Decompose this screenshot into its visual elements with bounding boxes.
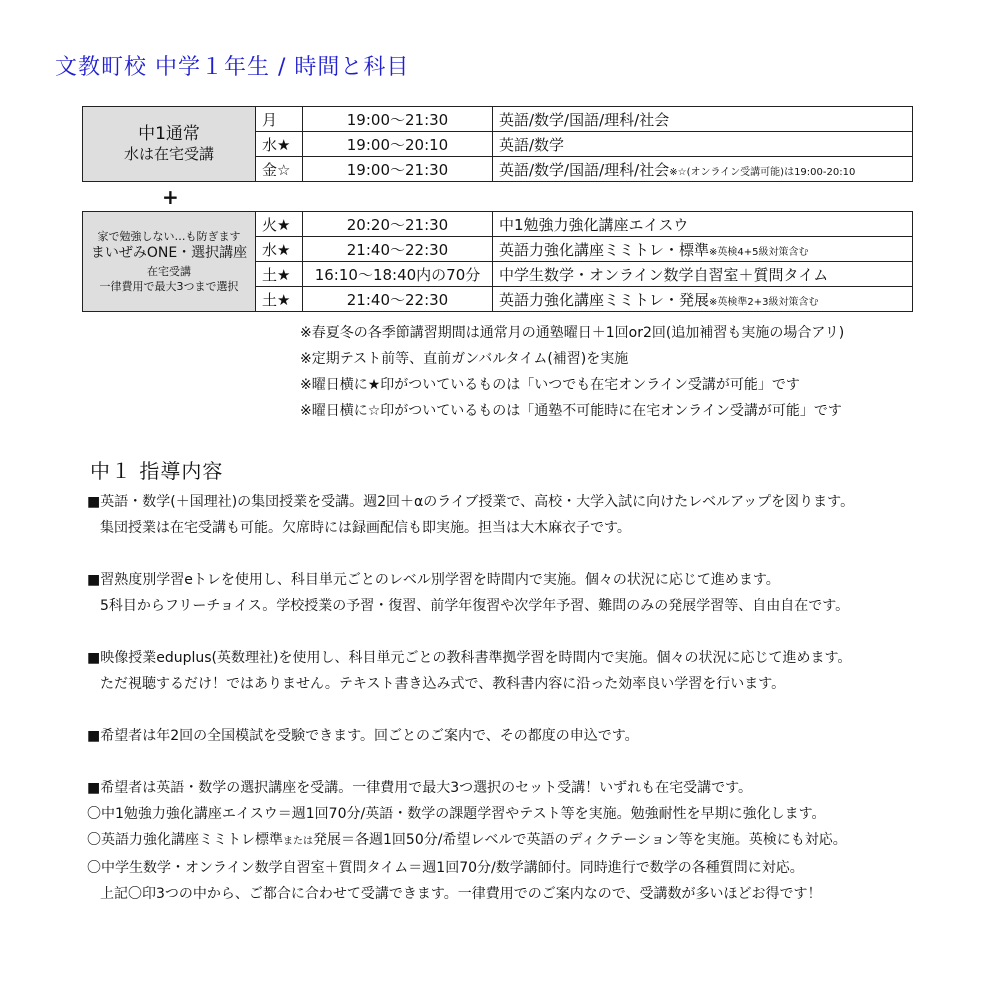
time-cell: 21:40〜22:30 [303, 287, 493, 312]
table-row [83, 212, 913, 237]
subject-text: 英語/数学/国語/理科/社会 [499, 160, 670, 179]
day-cell: 月 [256, 107, 303, 132]
subject-text: 英語/数学 [499, 135, 565, 154]
time-cell: 19:00〜21:30 [303, 157, 493, 182]
subject-cell [493, 237, 913, 262]
subject-cell [493, 287, 913, 312]
time-cell: 16:10〜18:40内の70分 [303, 262, 493, 287]
time-cell: 19:00〜21:30 [303, 107, 493, 132]
paragraph-line: 5科目からフリーチョイス。学校授業の予習・復習、前学年復習や次学年予習、難問のみの発展学習等、自由自在です。 [100, 598, 850, 614]
subject-cell [493, 157, 913, 182]
subject-text: 英語/数学/国語/理科/社会 [499, 110, 670, 129]
paragraph-line: ■映像授業eduplus(英数理社)を使用し、科目単元ごとの教科書準拠学習を時間内で実施。個々の状況に応じて進めます。 [87, 650, 852, 666]
subject-note: ※英検4+5級対策含む [709, 246, 809, 258]
note-line: ※定期テスト前等、直前ガンバルタイム(補習)を実施 [300, 351, 629, 367]
paragraph-line: ■習熟度別学習eトレを使用し、科目単元ごとのレベル別学習を時間内で実施。個々の状況に応じて進めます。 [87, 572, 780, 588]
paragraph-line: ■希望者は年2回の全国模試を受験できます。回ごとのご案内で、その都度の申込です。 [87, 728, 639, 744]
paragraph-line: ■希望者は英語・数学の選択講座を受講。一律費用で最大3つ選択のセット受講！いずれも在宅受講です。 [87, 780, 753, 796]
elective-label [83, 212, 256, 312]
course-name: 中1通常 [138, 124, 200, 144]
guidance-content [87, 489, 854, 907]
elective-tagline: 家で勉強しない…も防ぎます [97, 229, 241, 243]
schedule-notes [300, 320, 844, 424]
paragraph-line: ただ視聴するだけ！ではありません。テキスト書き込み式で、教科書内容に沿った効率良い学習を行います。 [100, 676, 786, 692]
paragraph-line: ■英語・数学(＋国理社)の集団授業を受講。週2回＋αのライブ授業で、高校・大学入試に向けたレベルアップを図ります。 [87, 494, 855, 510]
subject-text: 中1勉強力強化講座エイスウ [499, 215, 689, 234]
note-line: ※春夏冬の各季節講習期間は通常月の通塾曜日＋1回or2回(追加補習も実施の場合アリ) [300, 325, 845, 341]
elective-schedule-table [82, 211, 913, 312]
time-cell: 20:20〜21:30 [303, 212, 493, 237]
note-line: ※曜日横に★印がついているものは「いつでも在宅オンライン受講が可能」です [300, 377, 800, 393]
time-cell: 19:00〜20:10 [303, 132, 493, 157]
paragraph-line: 上記〇印3つの中から、ご都合に合わせて受講できます。一律費用でのご案内なので、受講数が多いほどお得です！ [100, 886, 822, 902]
day-cell: 水★ [256, 237, 303, 262]
subject-cell [493, 107, 913, 132]
day-cell: 土★ [256, 287, 303, 312]
day-cell: 水★ [256, 132, 303, 157]
elective-mode: 在宅受講 [147, 264, 191, 278]
regular-schedule-table [82, 106, 913, 182]
paragraph-line: 〇中1勉強力強化講座エイスウ＝週1回70分/英語・数学の課題学習やテスト等を実施。勉強耐性を早期に強化します。 [87, 806, 826, 822]
subject-text: 英語力強化講座ミミトレ・発展 [499, 290, 710, 309]
note-line: ※曜日横に☆印がついているものは「通塾不可能時に在宅オンライン受講が可能」です [300, 403, 842, 419]
table-row [83, 107, 913, 132]
text-segment: または [283, 836, 313, 847]
elective-name: まいぜみONE・選択講座 [90, 245, 248, 261]
elective-fee: 一律費用で最大3つまで選択 [99, 279, 239, 293]
text-segment: 〇英語力強化講座ミミトレ標準 [87, 832, 283, 848]
day-cell: 土★ [256, 262, 303, 287]
plus-sign: + [162, 185, 179, 209]
section-title: 中１ 指導内容 [90, 459, 224, 483]
day-cell: 火★ [256, 212, 303, 237]
course-label [83, 107, 256, 182]
paragraph-line: 〇中学生数学・オンライン数学自習室＋質問タイム＝週1回70分/数学講師付。同時進行で数学の各種質問に対応。 [87, 860, 804, 876]
course-note: 水は在宅受講 [123, 145, 214, 164]
subject-text: 英語力強化講座ミミトレ・標準 [499, 240, 710, 259]
subject-note: ※☆(オンライン受講可能)は19:00-20:10 [669, 166, 856, 178]
time-cell: 21:40〜22:30 [303, 237, 493, 262]
subject-note: ※英検準2+3級対策含む [709, 296, 819, 308]
subject-cell [493, 132, 913, 157]
subject-cell [493, 262, 913, 287]
subject-cell [493, 212, 913, 237]
paragraph-line [87, 827, 854, 855]
page-title: 文教町校 中学１年生 / 時間と科目 [55, 55, 410, 80]
subject-text: 中学生数学・オンライン数学自習室＋質問タイム [499, 265, 829, 284]
day-cell: 金☆ [256, 157, 303, 182]
text-segment: 発展＝各週1回50分/希望レベルで英語のディクテーション等を実施。英検にも対応。 [313, 832, 847, 848]
paragraph-line: 集団授業は在宅受講も可能。欠席時には録画配信も即実施。担当は大木麻衣子です。 [100, 520, 631, 536]
